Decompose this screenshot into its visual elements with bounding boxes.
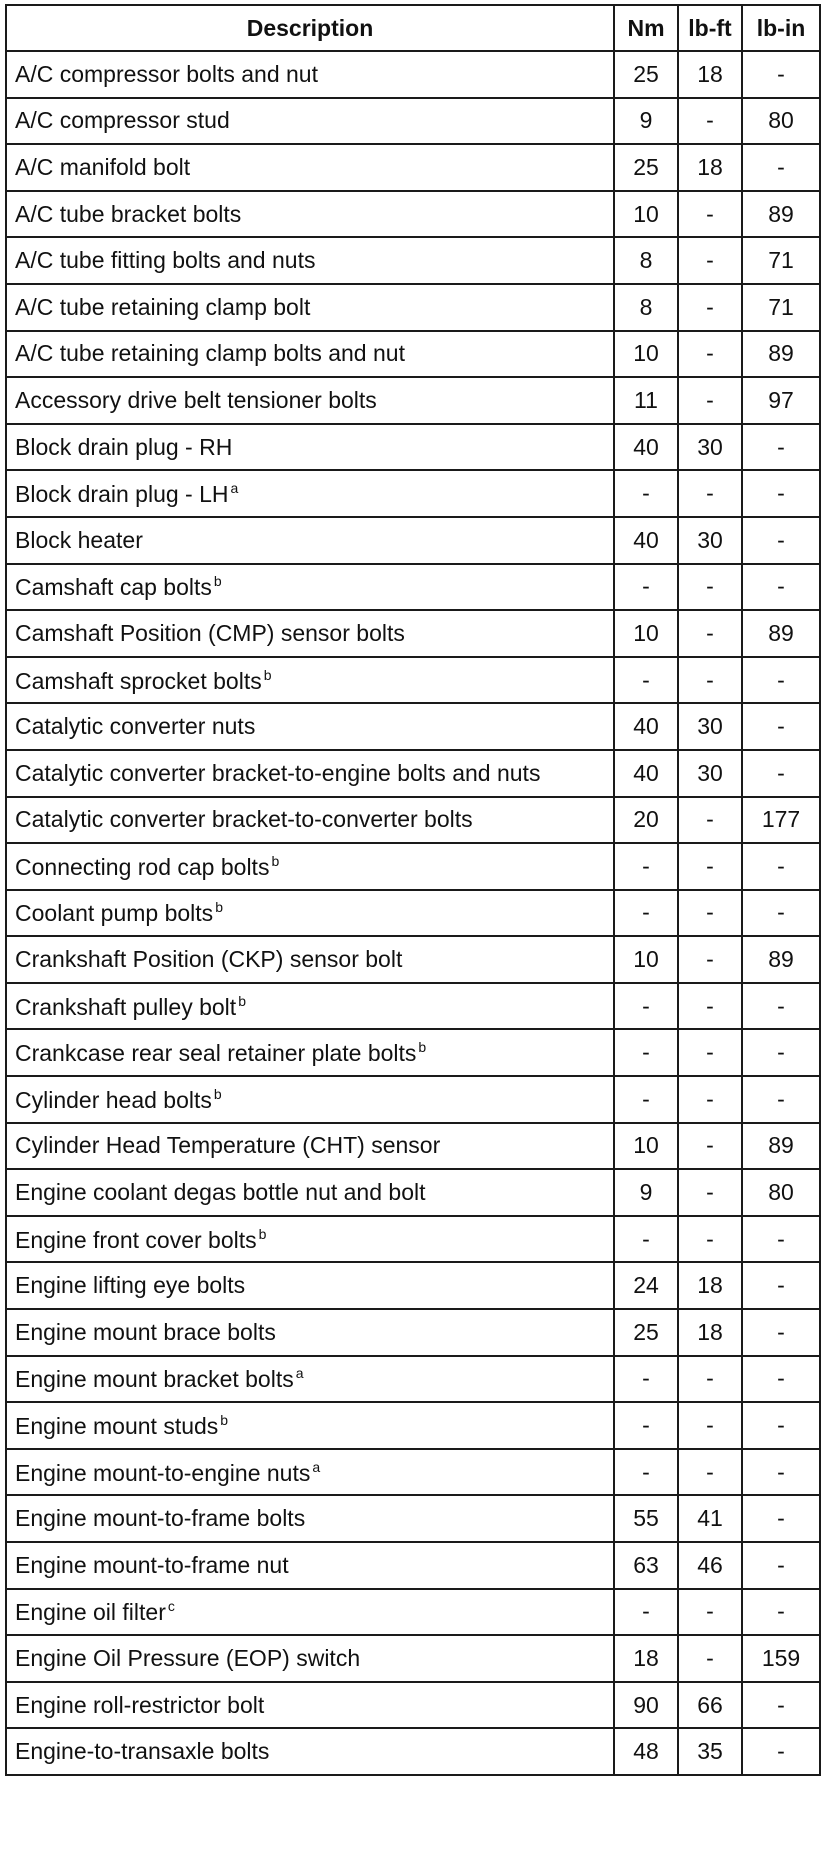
description-cell [6,983,614,1030]
nm-cell: 25 [614,1309,678,1356]
lb-ft-cell: 18 [678,1262,742,1309]
lb-in-cell: - [742,1589,820,1636]
description-text: Engine front cover bolts [15,1226,257,1253]
description-text: Engine lifting eye bolts [15,1272,246,1299]
description-cell [6,1728,614,1775]
nm-cell: 9 [614,1169,678,1216]
nm-cell: - [614,1449,678,1496]
table-row [6,703,820,750]
lb-in-cell: - [742,843,820,890]
lb-in-cell: - [742,1495,820,1542]
lb-in-cell: - [742,1262,820,1309]
lb-in-cell: 159 [742,1635,820,1682]
lb-ft-cell: - [678,1169,742,1216]
footnote-marker: a [312,1458,321,1475]
lb-ft-cell: - [678,1589,742,1636]
description-text: Crankshaft Position (CKP) sensor bolt [15,946,403,973]
lb-ft-cell: - [678,98,742,145]
description-text: Engine-to-transaxle bolts [15,1738,270,1765]
description-text: Catalytic converter bracket-to-converter bolts [15,806,473,833]
footnote-marker: b [271,852,280,869]
table-row [6,1029,820,1076]
nm-cell: 63 [614,1542,678,1589]
lb-in-cell: - [742,1029,820,1076]
lb-ft-cell: 18 [678,1309,742,1356]
description-cell [6,144,614,191]
description-text: Engine mount-to-engine nuts [15,1459,311,1486]
table-row [6,331,820,378]
lb-ft-cell: - [678,284,742,331]
description-cell [6,1542,614,1589]
table-row [6,983,820,1030]
description-text: A/C tube fitting bolts and nuts [15,247,316,274]
description-text: Engine mount-to-frame nut [15,1551,289,1578]
lb-in-cell: - [742,703,820,750]
description-cell [6,517,614,564]
table-row [6,890,820,937]
footnote-marker: b [238,992,246,1009]
description-cell [6,331,614,378]
table-row [6,750,820,797]
description-text: Engine mount brace bolts [15,1318,276,1345]
table-row [6,1262,820,1309]
nm-cell: - [614,657,678,704]
description-cell [6,843,614,890]
table-row [6,1402,820,1449]
description-text: Camshaft Position (CMP) sensor bolts [15,619,405,646]
table-row [6,1635,820,1682]
table-row [6,191,820,238]
table-row [6,470,820,517]
description-cell [6,98,614,145]
lb-ft-cell: - [678,610,742,657]
description-text: Catalytic converter bracket-to-engine bolts and nuts [15,759,541,786]
table-row [6,1356,820,1403]
header-lb-in: lb-in [742,5,820,51]
nm-cell: 10 [614,610,678,657]
description-text: Cylinder Head Temperature (CHT) sensor [15,1132,441,1159]
footnote-marker: b [213,573,222,590]
description-cell [6,797,614,844]
description-text: Coolant pump bolts [15,900,214,927]
table-row [6,144,820,191]
lb-in-cell: 89 [742,1123,820,1170]
lb-ft-cell: 66 [678,1682,742,1729]
description-text: Engine mount-to-frame bolts [15,1505,306,1532]
lb-in-cell: - [742,1542,820,1589]
lb-in-cell: 80 [742,1169,820,1216]
table-row [6,237,820,284]
lb-in-cell: - [742,1076,820,1123]
description-text: Engine oil filter [15,1599,166,1626]
lb-ft-cell: 35 [678,1728,742,1775]
lb-in-cell: - [742,564,820,611]
lb-ft-cell: - [678,331,742,378]
lb-ft-cell: - [678,936,742,983]
table-row [6,1682,820,1729]
description-text: Engine roll-restrictor bolt [15,1691,265,1718]
footnote-marker: b [220,1412,229,1429]
nm-cell: 8 [614,284,678,331]
nm-cell: - [614,470,678,517]
footnote-marker: b [263,666,272,683]
lb-in-cell: 89 [742,936,820,983]
description-cell [6,703,614,750]
nm-cell: 48 [614,1728,678,1775]
lb-ft-cell: 18 [678,144,742,191]
lb-ft-cell: - [678,1449,742,1496]
footnote-marker: a [295,1365,304,1382]
lb-ft-cell: 30 [678,703,742,750]
lb-in-cell: - [742,1309,820,1356]
lb-in-cell: - [742,1356,820,1403]
lb-in-cell: - [742,657,820,704]
lb-ft-cell: - [678,1029,742,1076]
nm-cell: - [614,1402,678,1449]
description-text: A/C tube bracket bolts [15,200,242,227]
description-text: Engine coolant degas bottle nut and bolt [15,1179,426,1206]
header-nm: Nm [614,5,678,51]
description-text: Catalytic converter nuts [15,713,256,740]
description-cell [6,1635,614,1682]
description-cell [6,936,614,983]
nm-cell: 40 [614,750,678,797]
lb-ft-cell: 41 [678,1495,742,1542]
description-text: Connecting rod cap bolts [15,853,270,880]
description-cell [6,750,614,797]
lb-in-cell: - [742,1402,820,1449]
nm-cell: 25 [614,51,678,98]
table-row [6,1542,820,1589]
lb-ft-cell: - [678,657,742,704]
table-row [6,843,820,890]
nm-cell: 24 [614,1262,678,1309]
nm-cell: - [614,1356,678,1403]
nm-cell: 10 [614,1123,678,1170]
table-row [6,936,820,983]
description-cell [6,377,614,424]
table-row [6,1495,820,1542]
description-text: Block drain plug - LH [15,481,229,508]
torque-specification-table [5,4,821,1776]
description-cell [6,657,614,704]
description-text: Engine Oil Pressure (EOP) switch [15,1644,361,1671]
description-cell [6,1356,614,1403]
nm-cell: 9 [614,98,678,145]
description-text: Engine mount bracket bolts [15,1366,294,1393]
lb-in-cell: 71 [742,284,820,331]
description-cell [6,237,614,284]
nm-cell: - [614,564,678,611]
lb-ft-cell: 30 [678,517,742,564]
table-row [6,1169,820,1216]
footnote-marker: b [418,1039,427,1056]
lb-ft-cell: - [678,1402,742,1449]
nm-cell: 90 [614,1682,678,1729]
nm-cell: 25 [614,144,678,191]
footnote-marker: b [213,1085,222,1102]
lb-ft-cell: - [678,470,742,517]
lb-ft-cell: 46 [678,1542,742,1589]
lb-ft-cell: - [678,1356,742,1403]
nm-cell: 40 [614,703,678,750]
lb-in-cell: - [742,470,820,517]
description-cell [6,1495,614,1542]
table-row [6,564,820,611]
description-cell [6,284,614,331]
footnote-marker: c [167,1598,175,1615]
description-cell [6,1309,614,1356]
lb-ft-cell: - [678,1635,742,1682]
description-cell [6,470,614,517]
footnote-marker: b [215,899,223,916]
description-cell [6,1076,614,1123]
lb-in-cell: - [742,1216,820,1263]
lb-in-cell: - [742,983,820,1030]
footnote-marker: b [258,1225,267,1242]
lb-ft-cell: - [678,983,742,1030]
description-cell [6,1402,614,1449]
lb-ft-cell: - [678,237,742,284]
table-row [6,1728,820,1775]
table-row [6,1589,820,1636]
lb-in-cell: 97 [742,377,820,424]
table-row [6,610,820,657]
table-row [6,424,820,471]
description-cell [6,1029,614,1076]
lb-ft-cell: - [678,1216,742,1263]
header-lb-ft: lb-ft [678,5,742,51]
lb-in-cell: 89 [742,331,820,378]
description-text: Crankcase rear seal retainer plate bolts [15,1040,417,1067]
description-text: Cylinder head bolts [15,1086,212,1113]
table-row [6,1216,820,1263]
lb-ft-cell: - [678,191,742,238]
nm-cell: - [614,983,678,1030]
table-row [6,51,820,98]
nm-cell: - [614,1216,678,1263]
description-text: Accessory drive belt tensioner bolts [15,386,377,413]
lb-in-cell: - [742,51,820,98]
nm-cell: 10 [614,936,678,983]
lb-in-cell: - [742,890,820,937]
lb-ft-cell: 18 [678,51,742,98]
description-text: A/C tube retaining clamp bolt [15,293,311,320]
lb-in-cell: 89 [742,610,820,657]
nm-cell: 10 [614,191,678,238]
description-cell [6,51,614,98]
nm-cell: 55 [614,1495,678,1542]
table-body [6,51,820,1775]
description-cell [6,1449,614,1496]
description-text: A/C compressor bolts and nut [15,60,318,87]
lb-in-cell: - [742,1682,820,1729]
nm-cell: 20 [614,797,678,844]
lb-ft-cell: - [678,564,742,611]
nm-cell: 40 [614,424,678,471]
lb-in-cell: 71 [742,237,820,284]
description-cell [6,890,614,937]
table-row [6,1309,820,1356]
description-cell [6,564,614,611]
lb-in-cell: 177 [742,797,820,844]
footnote-marker: a [230,480,239,497]
lb-in-cell: 80 [742,98,820,145]
lb-in-cell: - [742,1728,820,1775]
lb-ft-cell: - [678,1123,742,1170]
lb-ft-cell: - [678,1076,742,1123]
table-row [6,1076,820,1123]
lb-in-cell: - [742,750,820,797]
nm-cell: - [614,1076,678,1123]
description-text: Engine mount studs [15,1413,219,1440]
nm-cell: 11 [614,377,678,424]
lb-ft-cell: 30 [678,424,742,471]
description-text: A/C compressor stud [15,107,230,134]
header-description: Description [6,5,614,51]
table-row [6,1123,820,1170]
lb-ft-cell: - [678,377,742,424]
lb-ft-cell: - [678,797,742,844]
description-cell [6,191,614,238]
lb-in-cell: - [742,424,820,471]
table-row [6,657,820,704]
description-text: Camshaft sprocket bolts [15,667,262,694]
nm-cell: 18 [614,1635,678,1682]
description-text: A/C tube retaining clamp bolts and nut [15,340,405,367]
table-row [6,284,820,331]
table-row [6,797,820,844]
header-row [6,5,820,51]
description-cell [6,1169,614,1216]
description-cell [6,424,614,471]
description-cell [6,1682,614,1729]
table-row [6,377,820,424]
description-text: Block drain plug - RH [15,433,233,460]
nm-cell: - [614,843,678,890]
lb-ft-cell: - [678,843,742,890]
lb-in-cell: - [742,517,820,564]
description-text: Block heater [15,526,143,553]
description-text: Camshaft cap bolts [15,574,212,601]
table-row [6,1449,820,1496]
nm-cell: - [614,1029,678,1076]
description-cell [6,1262,614,1309]
lb-in-cell: - [742,144,820,191]
table-row [6,98,820,145]
lb-ft-cell: - [678,890,742,937]
nm-cell: 8 [614,237,678,284]
description-cell [6,1123,614,1170]
nm-cell: - [614,890,678,937]
table-row [6,517,820,564]
lb-in-cell: 89 [742,191,820,238]
lb-in-cell: - [742,1449,820,1496]
description-cell [6,610,614,657]
description-text: A/C manifold bolt [15,153,191,180]
nm-cell: 40 [614,517,678,564]
description-cell [6,1589,614,1636]
description-cell [6,1216,614,1263]
lb-ft-cell: 30 [678,750,742,797]
description-text: Crankshaft pulley bolt [15,993,237,1020]
nm-cell: - [614,1589,678,1636]
nm-cell: 10 [614,331,678,378]
